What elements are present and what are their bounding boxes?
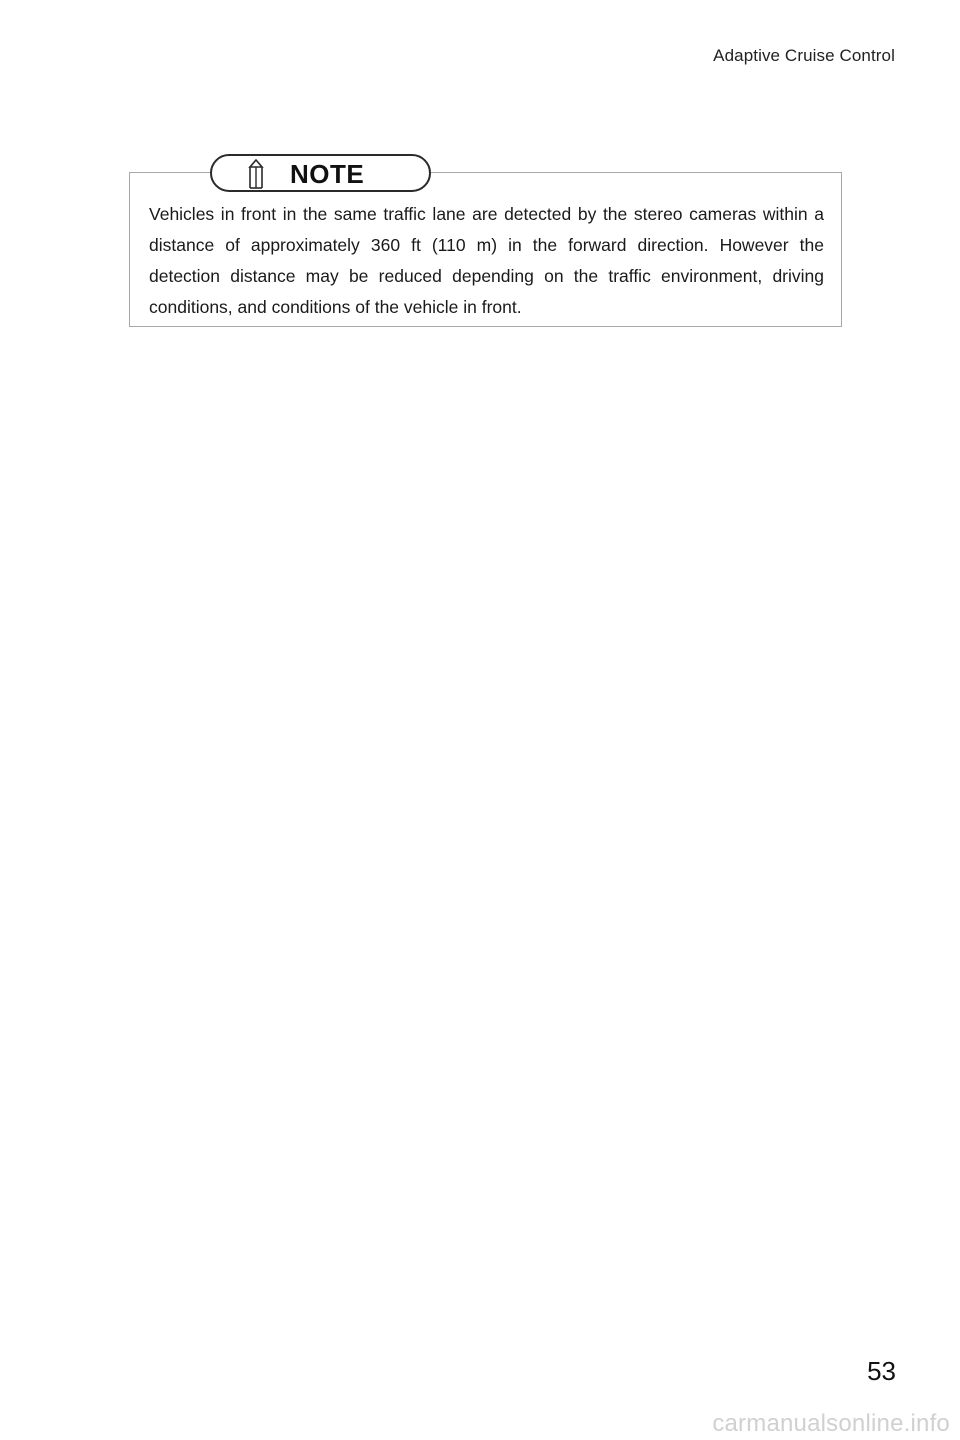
page-number: 53 [867, 1356, 896, 1386]
running-header: Adaptive Cruise Control [713, 46, 895, 65]
note-badge [210, 154, 431, 192]
note-body: Vehicles in front in the same traffic lane are detected by the stereo cameras within a distance of approximately 360 ft (110 m) in the forward direction. However the detection distance may be reduced depending on the traffic environment, driving conditions, and conditions of the vehicle in front. [149, 204, 824, 317]
note-label: NOTE [290, 159, 365, 189]
note-box [129, 159, 842, 327]
watermark: carmanualsonline.info [712, 1410, 950, 1437]
pencil-icon [248, 159, 264, 189]
